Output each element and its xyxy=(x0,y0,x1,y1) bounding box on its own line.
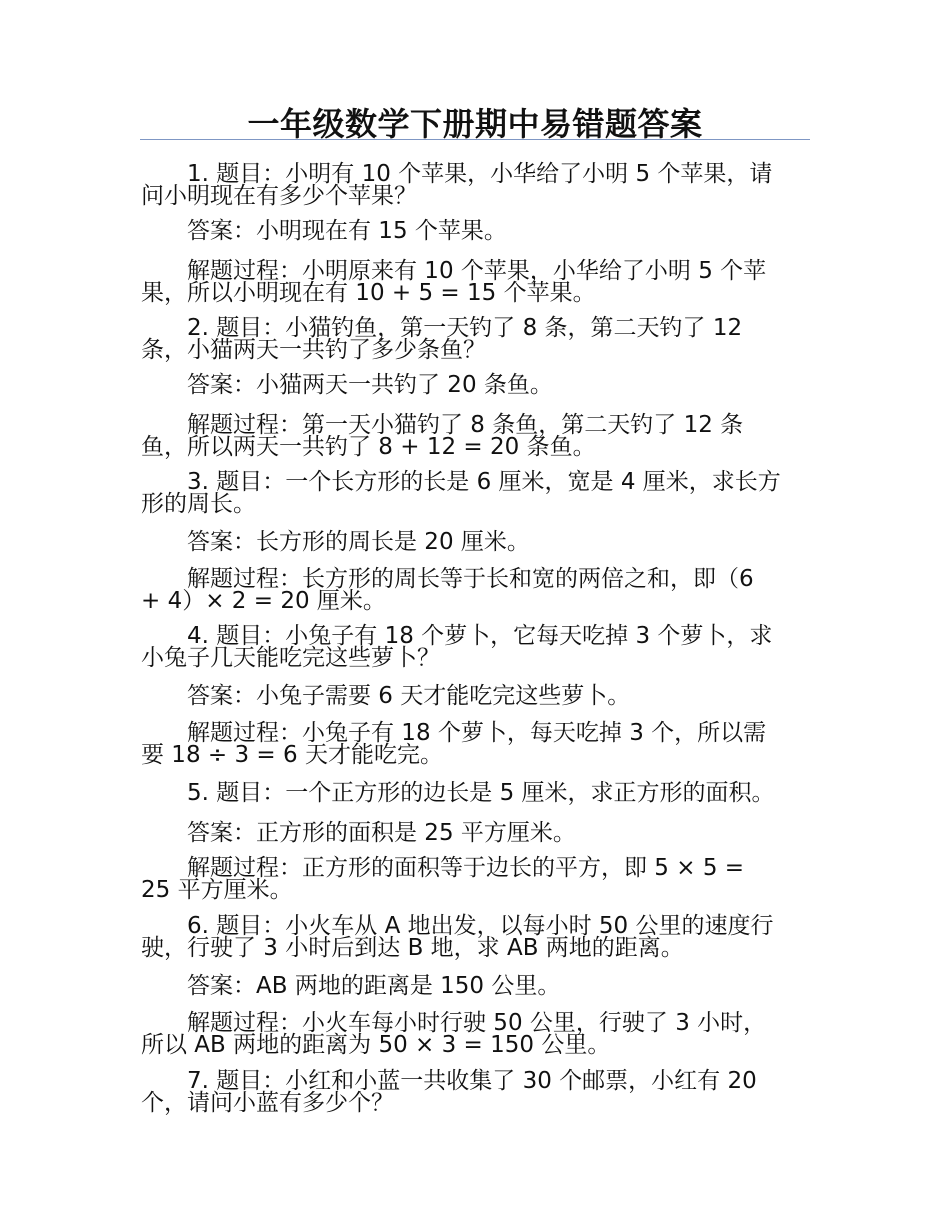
paragraph xyxy=(141,260,811,304)
paragraph-line: 4. 题目：小兔子有 18 个萝卜，它每天吃掉 3 个萝卜，求 xyxy=(187,623,773,649)
paragraph xyxy=(141,317,811,361)
paragraph-line: 25 平方厘米。 xyxy=(141,877,293,903)
paragraph-line: 解题过程：小明原来有 10 个苹果，小华给了小明 5 个苹 xyxy=(187,258,767,284)
page-title: 一年级数学下册期中易错题答案 xyxy=(247,105,703,143)
paragraph-line: 小兔子几天能吃完这些萝卜？ xyxy=(141,645,440,671)
paragraph-line: 问小明现在有多少个苹果？ xyxy=(141,183,417,209)
paragraph xyxy=(141,975,811,997)
paragraph xyxy=(141,685,811,707)
paragraph-line: 驶，行驶了 3 小时后到达 B 地，求 AB 两地的距离。 xyxy=(141,935,684,961)
paragraph xyxy=(141,915,811,959)
paragraph-line: 1. 题目：小明有 10 个苹果，小华给了小明 5 个苹果，请 xyxy=(187,161,773,187)
paragraph-line: 条，小猫两天一共钓了多少条鱼？ xyxy=(141,337,486,363)
paragraph-line: 形的周长。 xyxy=(141,491,256,517)
paragraph-line: 3. 题目：一个长方形的长是 6 厘米，宽是 4 厘米，求长方 xyxy=(187,469,781,495)
paragraph xyxy=(141,1012,811,1056)
paragraph-line: 果，所以小明现在有 10 + 5 = 15 个苹果。 xyxy=(141,280,596,306)
paragraph-line: 6. 题目：小火车从 A 地出发，以每小时 50 公里的速度行 xyxy=(187,913,774,939)
paragraph-line: 解题过程：长方形的周长等于长和宽的两倍之和，即（6 xyxy=(187,566,754,592)
paragraph xyxy=(141,722,811,766)
paragraph-line: 解题过程：正方形的面积等于边长的平方，即 5 × 5 = xyxy=(187,855,745,881)
paragraph xyxy=(141,531,811,553)
paragraph-line: 要 18 ÷ 3 = 6 天才能吃完。 xyxy=(141,742,443,768)
paragraph-line: 个，请问小蓝有多少个？ xyxy=(141,1090,394,1116)
paragraph-line: 答案：小明现在有 15 个苹果。 xyxy=(187,218,507,244)
paragraph xyxy=(141,163,811,207)
paragraph-line: 答案：正方形的面积是 25 平方厘米。 xyxy=(187,820,576,846)
paragraph xyxy=(141,568,811,612)
paragraph-line: 解题过程：小火车每小时行驶 50 公里，行驶了 3 小时， xyxy=(187,1010,767,1036)
paragraph-line: + 4）× 2 = 20 厘米。 xyxy=(141,588,386,614)
paragraph xyxy=(141,822,811,844)
paragraph xyxy=(141,782,811,804)
paragraph-line: 解题过程：第一天小猫钓了 8 条鱼，第二天钓了 12 条 xyxy=(187,412,744,438)
paragraph xyxy=(141,1070,811,1114)
paragraph-line: 答案：小兔子需要 6 天才能吃完这些萝卜。 xyxy=(187,683,631,709)
paragraph-line: 2. 题目：小猫钓鱼，第一天钓了 8 条，第二天钓了 12 xyxy=(187,315,743,341)
paragraph-line: 所以 AB 两地的距离为 50 × 3 = 150 公里。 xyxy=(141,1032,611,1058)
paragraph xyxy=(141,220,811,242)
paragraph-line: 答案：AB 两地的距离是 150 公里。 xyxy=(187,973,561,999)
paragraph xyxy=(141,374,811,396)
paragraph xyxy=(141,857,811,901)
paragraph-line: 答案：小猫两天一共钓了 20 条鱼。 xyxy=(187,372,553,398)
paragraph-line: 7. 题目：小红和小蓝一共收集了 30 个邮票，小红有 20 xyxy=(187,1068,757,1094)
paragraph xyxy=(141,471,811,515)
paragraph-line: 答案：长方形的周长是 20 厘米。 xyxy=(187,529,530,555)
paragraph-line: 鱼，所以两天一共钓了 8 + 12 = 20 条鱼。 xyxy=(141,434,596,460)
paragraph-line: 5. 题目：一个正方形的边长是 5 厘米，求正方形的面积。 xyxy=(187,780,775,806)
paragraph-line: 解题过程：小兔子有 18 个萝卜，每天吃掉 3 个，所以需 xyxy=(187,720,767,746)
title-underline xyxy=(140,139,810,140)
paragraph xyxy=(141,414,811,458)
paragraph xyxy=(141,625,811,669)
